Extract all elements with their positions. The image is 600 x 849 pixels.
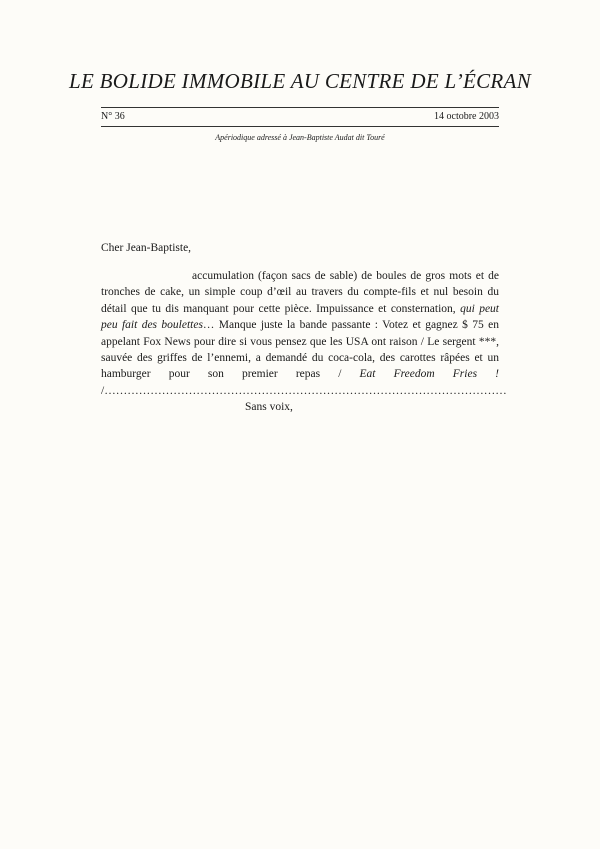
newsletter-title: LE BOLIDE IMMOBILE AU CENTRE DE L’ÉCRAN [68,69,531,93]
letter-salutation: Cher Jean-Baptiste, [101,242,192,254]
letter-body-italic-2: Eat Freedom Fries ! [359,368,499,381]
newsletter-subtitle: Apériodique adressé à Jean-Baptiste Audat dit Touré [215,133,385,142]
letter-signoff: Sans voix, [245,401,293,413]
letter-body-dots: …………………………………………………………………………………………… [104,384,507,397]
letter-body-text-1: accumulation (façon sacs de sable) de boules de gros mots et de tronches de cake, un simple coup d’œil au travers du compte-fils et nul besoin du détail que tu dis manquant pour cette pièce. Impuissance et consternation, [101,270,499,315]
issue-date: 14 octobre 2003 [434,111,499,122]
header-top-rule [101,107,499,108]
letter-body-text-2: … Manque juste la bande passante : Votez et gagnez $ 75 en appelant Fox News pour dire si vous pensez que les USA ont raison / Le sergent ***, sauvée des griffes de l’ennemi, a demandé du coca-cola, des carottes râpées et un hamburger pour son premier repas / [101,319,499,381]
letter-body-italic-1: qui peut peu fait des boulettes [101,302,499,332]
letter-body [101,268,507,399]
header-bottom-rule [101,126,499,127]
letter-body-text-3: / [101,384,105,397]
issue-number: N° 36 [101,111,125,122]
